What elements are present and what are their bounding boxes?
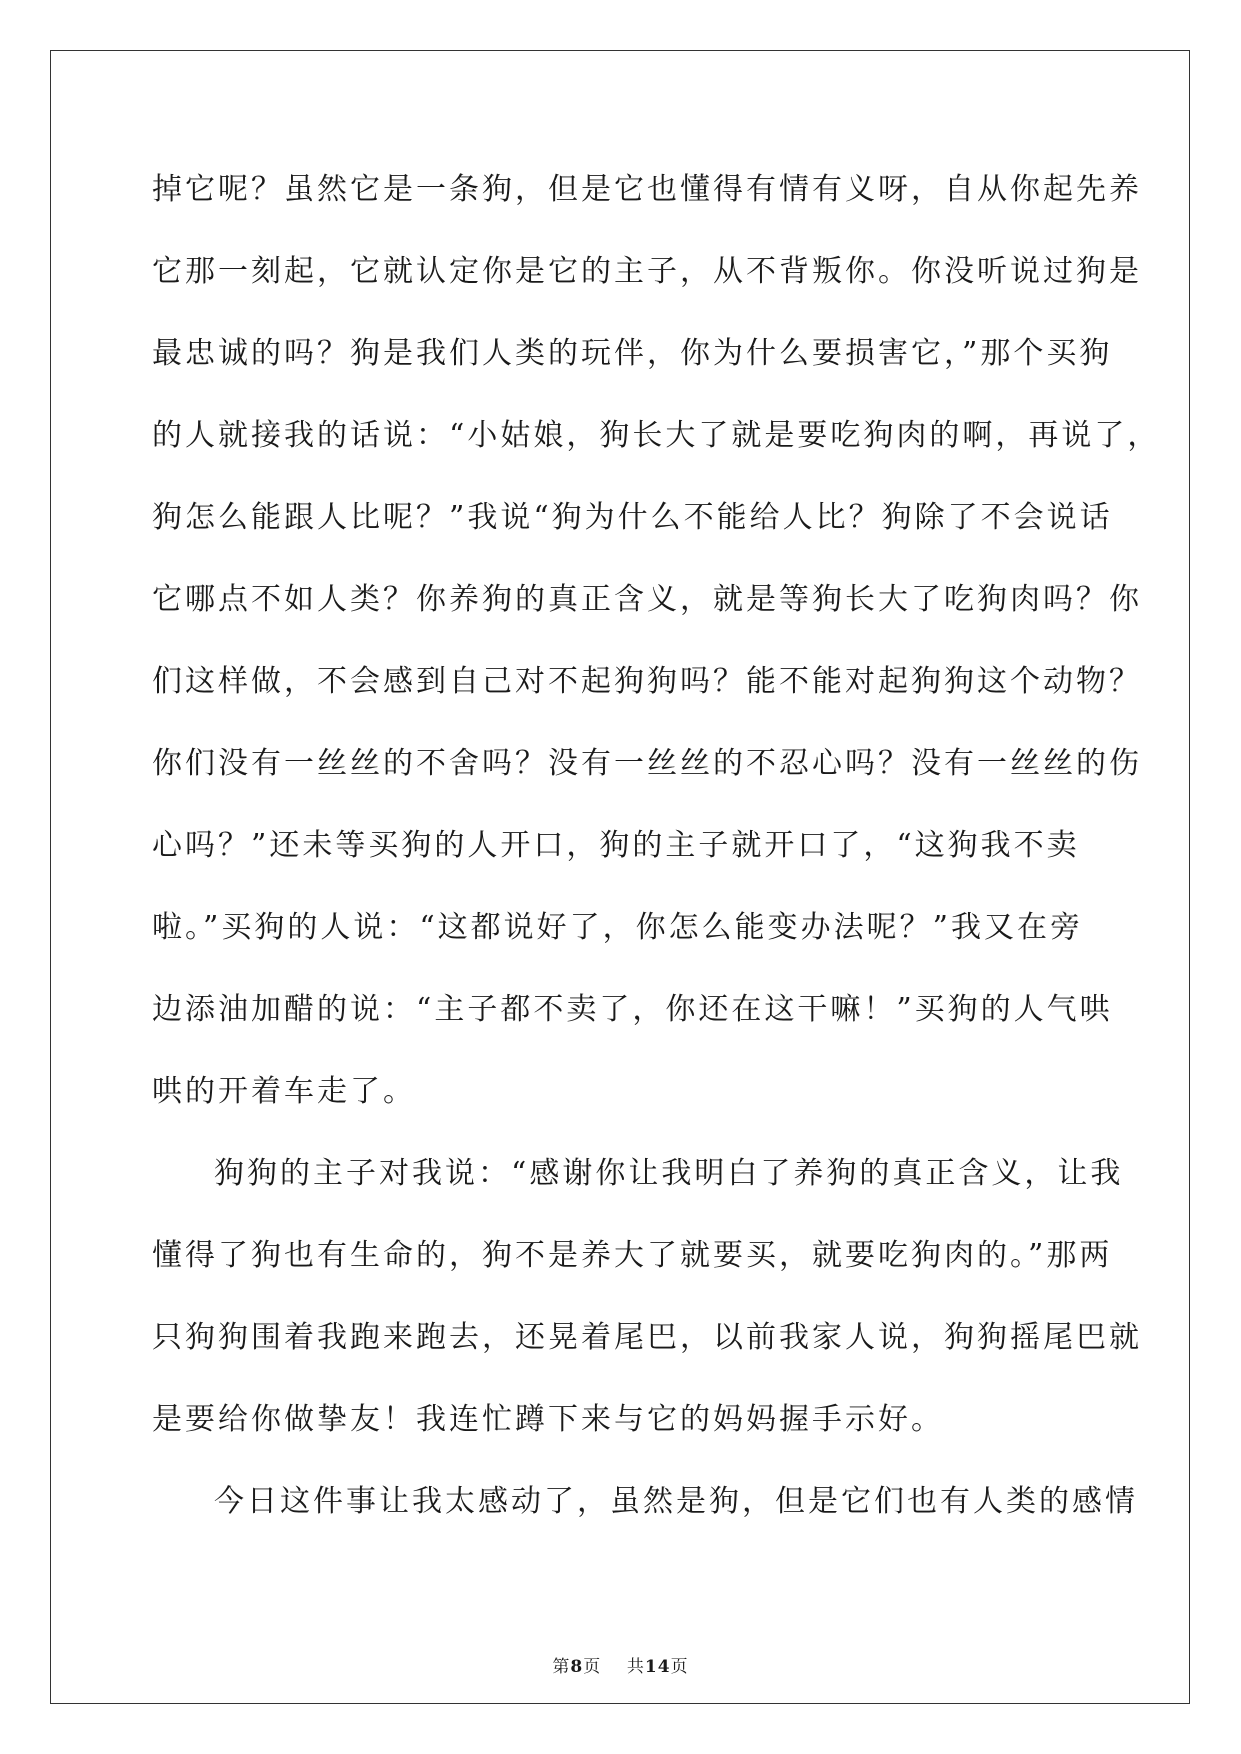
page-footer	[0, 1652, 1241, 1677]
footer-prefix: 第	[552, 1657, 571, 1677]
text-line: 哄的开着车走了。	[152, 1074, 416, 1109]
text-line: 最忠诚的吗？狗是我们人类的玩伴，你为什么要损害它，”那个买狗	[152, 336, 1113, 371]
text-line: 心吗？”还未等买狗的人开口，狗的主子就开口了，“这狗我不卖	[152, 828, 1080, 863]
text-line: 它哪点不如人类？你养狗的真正含义，就是等狗长大了吃狗肉吗？你	[152, 582, 1142, 617]
text-line: 边添油加醋的说：“主子都不卖了，你还在这干嘛！”买狗的人气哄	[152, 992, 1113, 1027]
text-line: 的人就接我的话说：“小姑娘，狗长大了就是要吃狗肉的啊，再说了，	[152, 418, 1161, 453]
text-line: 它那一刻起，它就认定你是它的主子，从不背叛你。你没听说过狗是	[152, 254, 1142, 289]
footer-page-suffix: 页	[583, 1657, 602, 1677]
paragraph-start-line: 狗狗的主子对我说：“感谢你让我明白了养狗的真正含义，让我	[214, 1156, 1124, 1191]
text-line: 你们没有一丝丝的不舍吗？没有一丝丝的不忍心吗？没有一丝丝的伤	[152, 746, 1142, 781]
footer-total-prefix: 共	[626, 1657, 645, 1677]
page-number: 8	[570, 1657, 584, 1677]
body-text	[152, 160, 1161, 1554]
text-line: 只狗狗围着我跑来跑去，还晃着尾巴，以前我家人说，狗狗摇尾巴就	[152, 1320, 1142, 1355]
total-pages: 14	[644, 1657, 671, 1677]
text-line: 啦。”买狗的人说：“这都说好了，你怎么能变办法呢？”我又在旁	[152, 910, 1084, 945]
text-line: 掉它呢？虽然它是一条狗，但是它也懂得有情有义呀，自从你起先养	[152, 172, 1142, 207]
paragraph-start-line: 今日这件事让我太感动了，虽然是狗，但是它们也有人类的感情	[214, 1484, 1138, 1519]
footer-total-suffix: 页	[670, 1657, 689, 1677]
text-line: 是要给你做挚友！我连忙蹲下来与它的妈妈握手示好。	[152, 1402, 944, 1437]
text-line: 们这样做，不会感到自己对不起狗狗吗？能不能对起狗狗这个动物？	[152, 664, 1142, 699]
text-line: 狗怎么能跟人比呢？”我说“狗为什么不能给人比？狗除了不会说话	[152, 500, 1113, 535]
text-line: 懂得了狗也有生命的，狗不是养大了就要买，就要吃狗肉的。”那两	[152, 1238, 1113, 1273]
